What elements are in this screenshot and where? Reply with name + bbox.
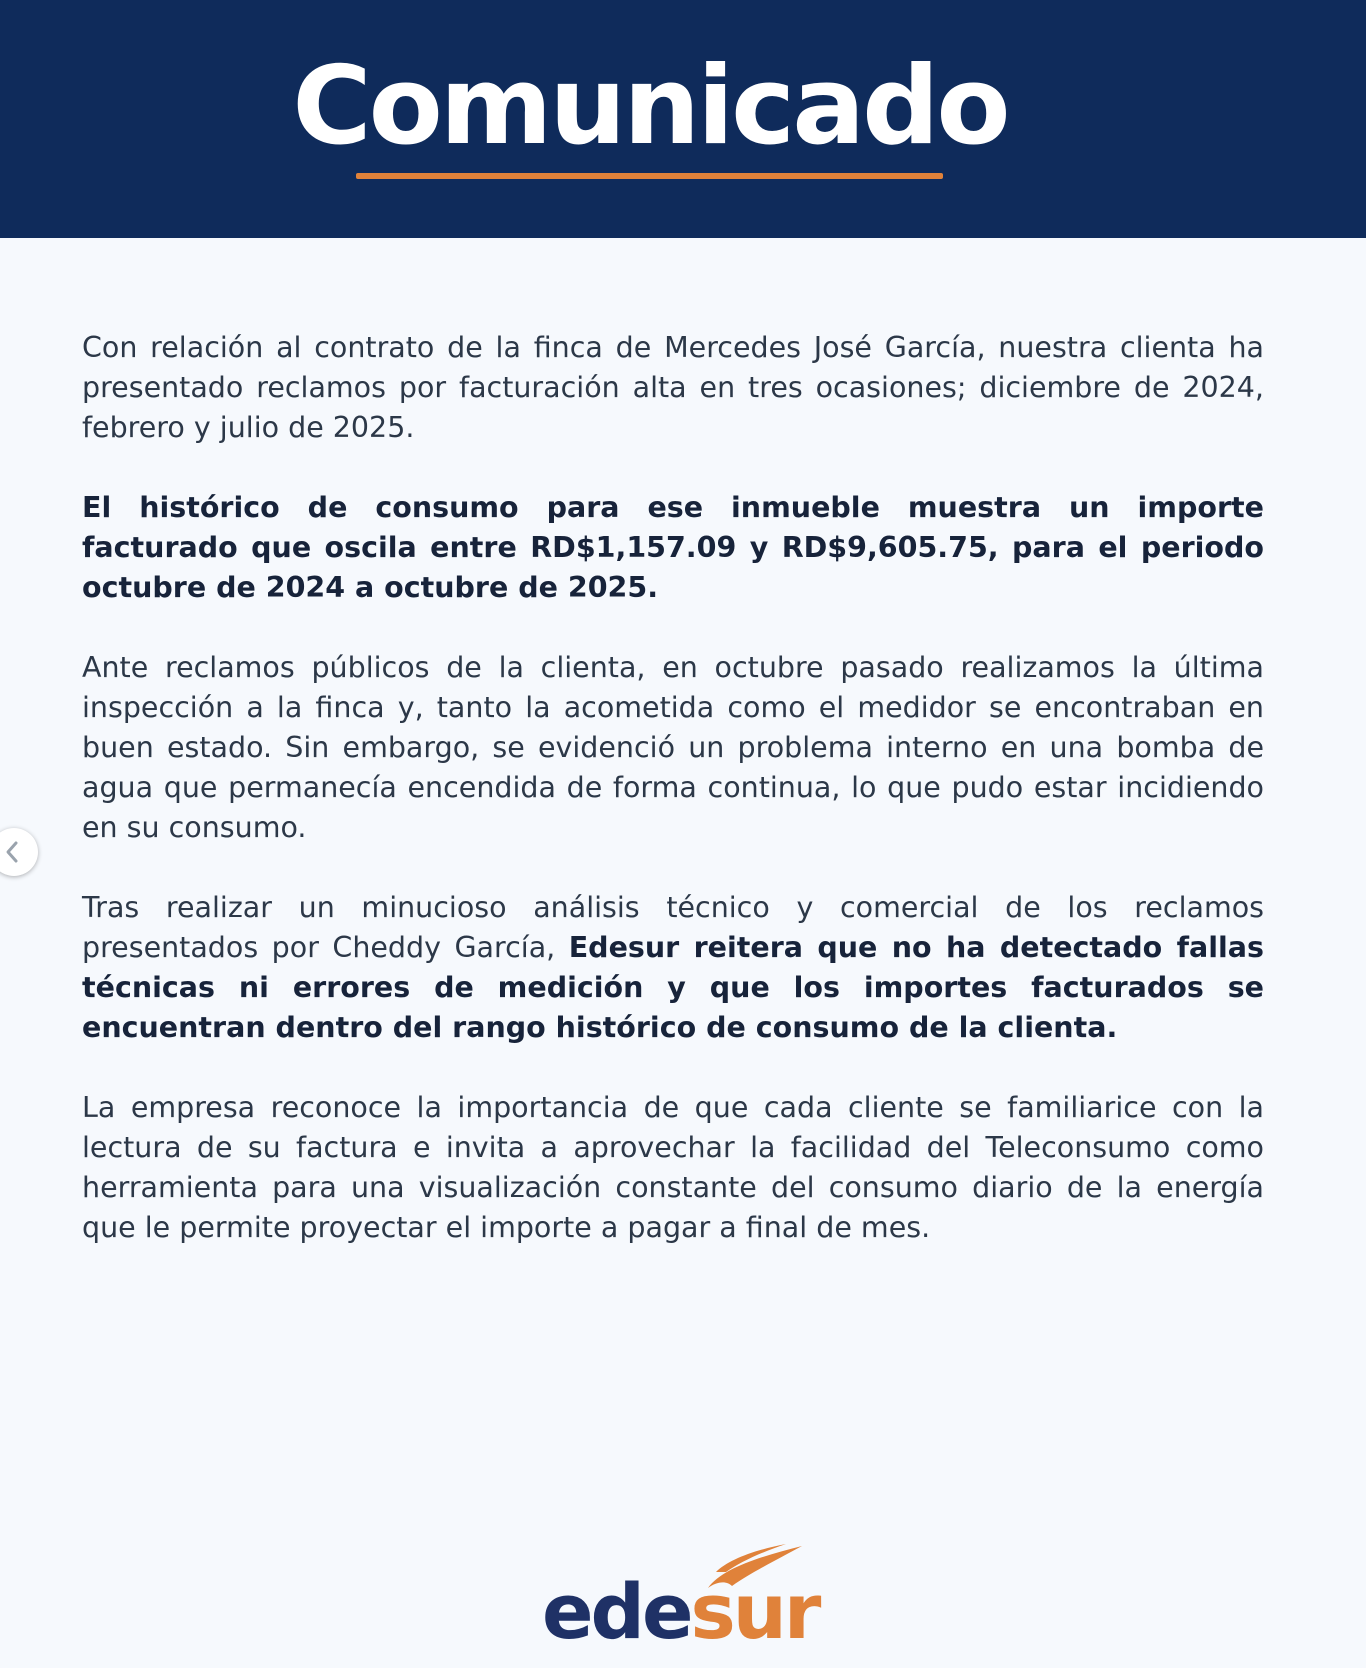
edesur-logo	[540, 1538, 830, 1648]
paragraph-2-bold: El histórico de consumo para ese inmueble muestra un importe facturado que oscila entre RD$1,157.09 y RD$9,605.75, para el periodo octubre de 2024 a octubre de 2025.	[82, 491, 1264, 604]
paragraph-4-bold: Edesur reitera que no ha detectado fallas técnicas ni errores de medición y que los importes facturados se encuentran dentro del rango histórico de consumo de la clienta.	[82, 931, 1264, 1044]
chevron-left-icon	[4, 840, 20, 864]
paragraph-4	[82, 888, 1264, 1048]
paragraph-3: Ante reclamos públicos de la clienta, en octubre pasado realizamos la última inspección a la finca y, tanto la acometida como el medidor se encontraban en buen estado. Sin embargo, se evidenció un problema interno en una bomba de agua que permanecía encendida de forma continua, lo que pudo estar incidiendo en su consumo.	[82, 651, 1264, 844]
page-title: Comunicado	[292, 44, 1008, 169]
header-banner	[0, 0, 1366, 238]
title-underline	[356, 173, 943, 179]
logo-text-ede: ede	[542, 1567, 691, 1648]
logo-text-sur: sur	[690, 1567, 819, 1648]
previous-slide-button[interactable]	[0, 828, 38, 876]
paragraph-4-text: Tras realizar un minucioso análisis técnico y comercial de los reclamos presentados por Cheddy García,	[82, 891, 1264, 964]
statement-body	[82, 328, 1264, 1288]
paragraph-1: Con relación al contrato de la finca de Mercedes José García, nuestra clienta ha presentado reclamos por facturación alta en tres ocasiones; diciembre de 2024, febrero y julio de 2025.	[82, 331, 1264, 444]
svg-text:edesur	[542, 1567, 822, 1648]
paragraph-2	[82, 488, 1264, 608]
paragraph-5: La empresa reconoce la importancia de que cada cliente se familiarice con la lectura de su factura e invita a aprovechar la facilidad del Teleconsumo como herramienta para una visualización constante del consumo diario de la energía que le permite proyectar el importe a pagar a final de mes.	[82, 1091, 1264, 1244]
